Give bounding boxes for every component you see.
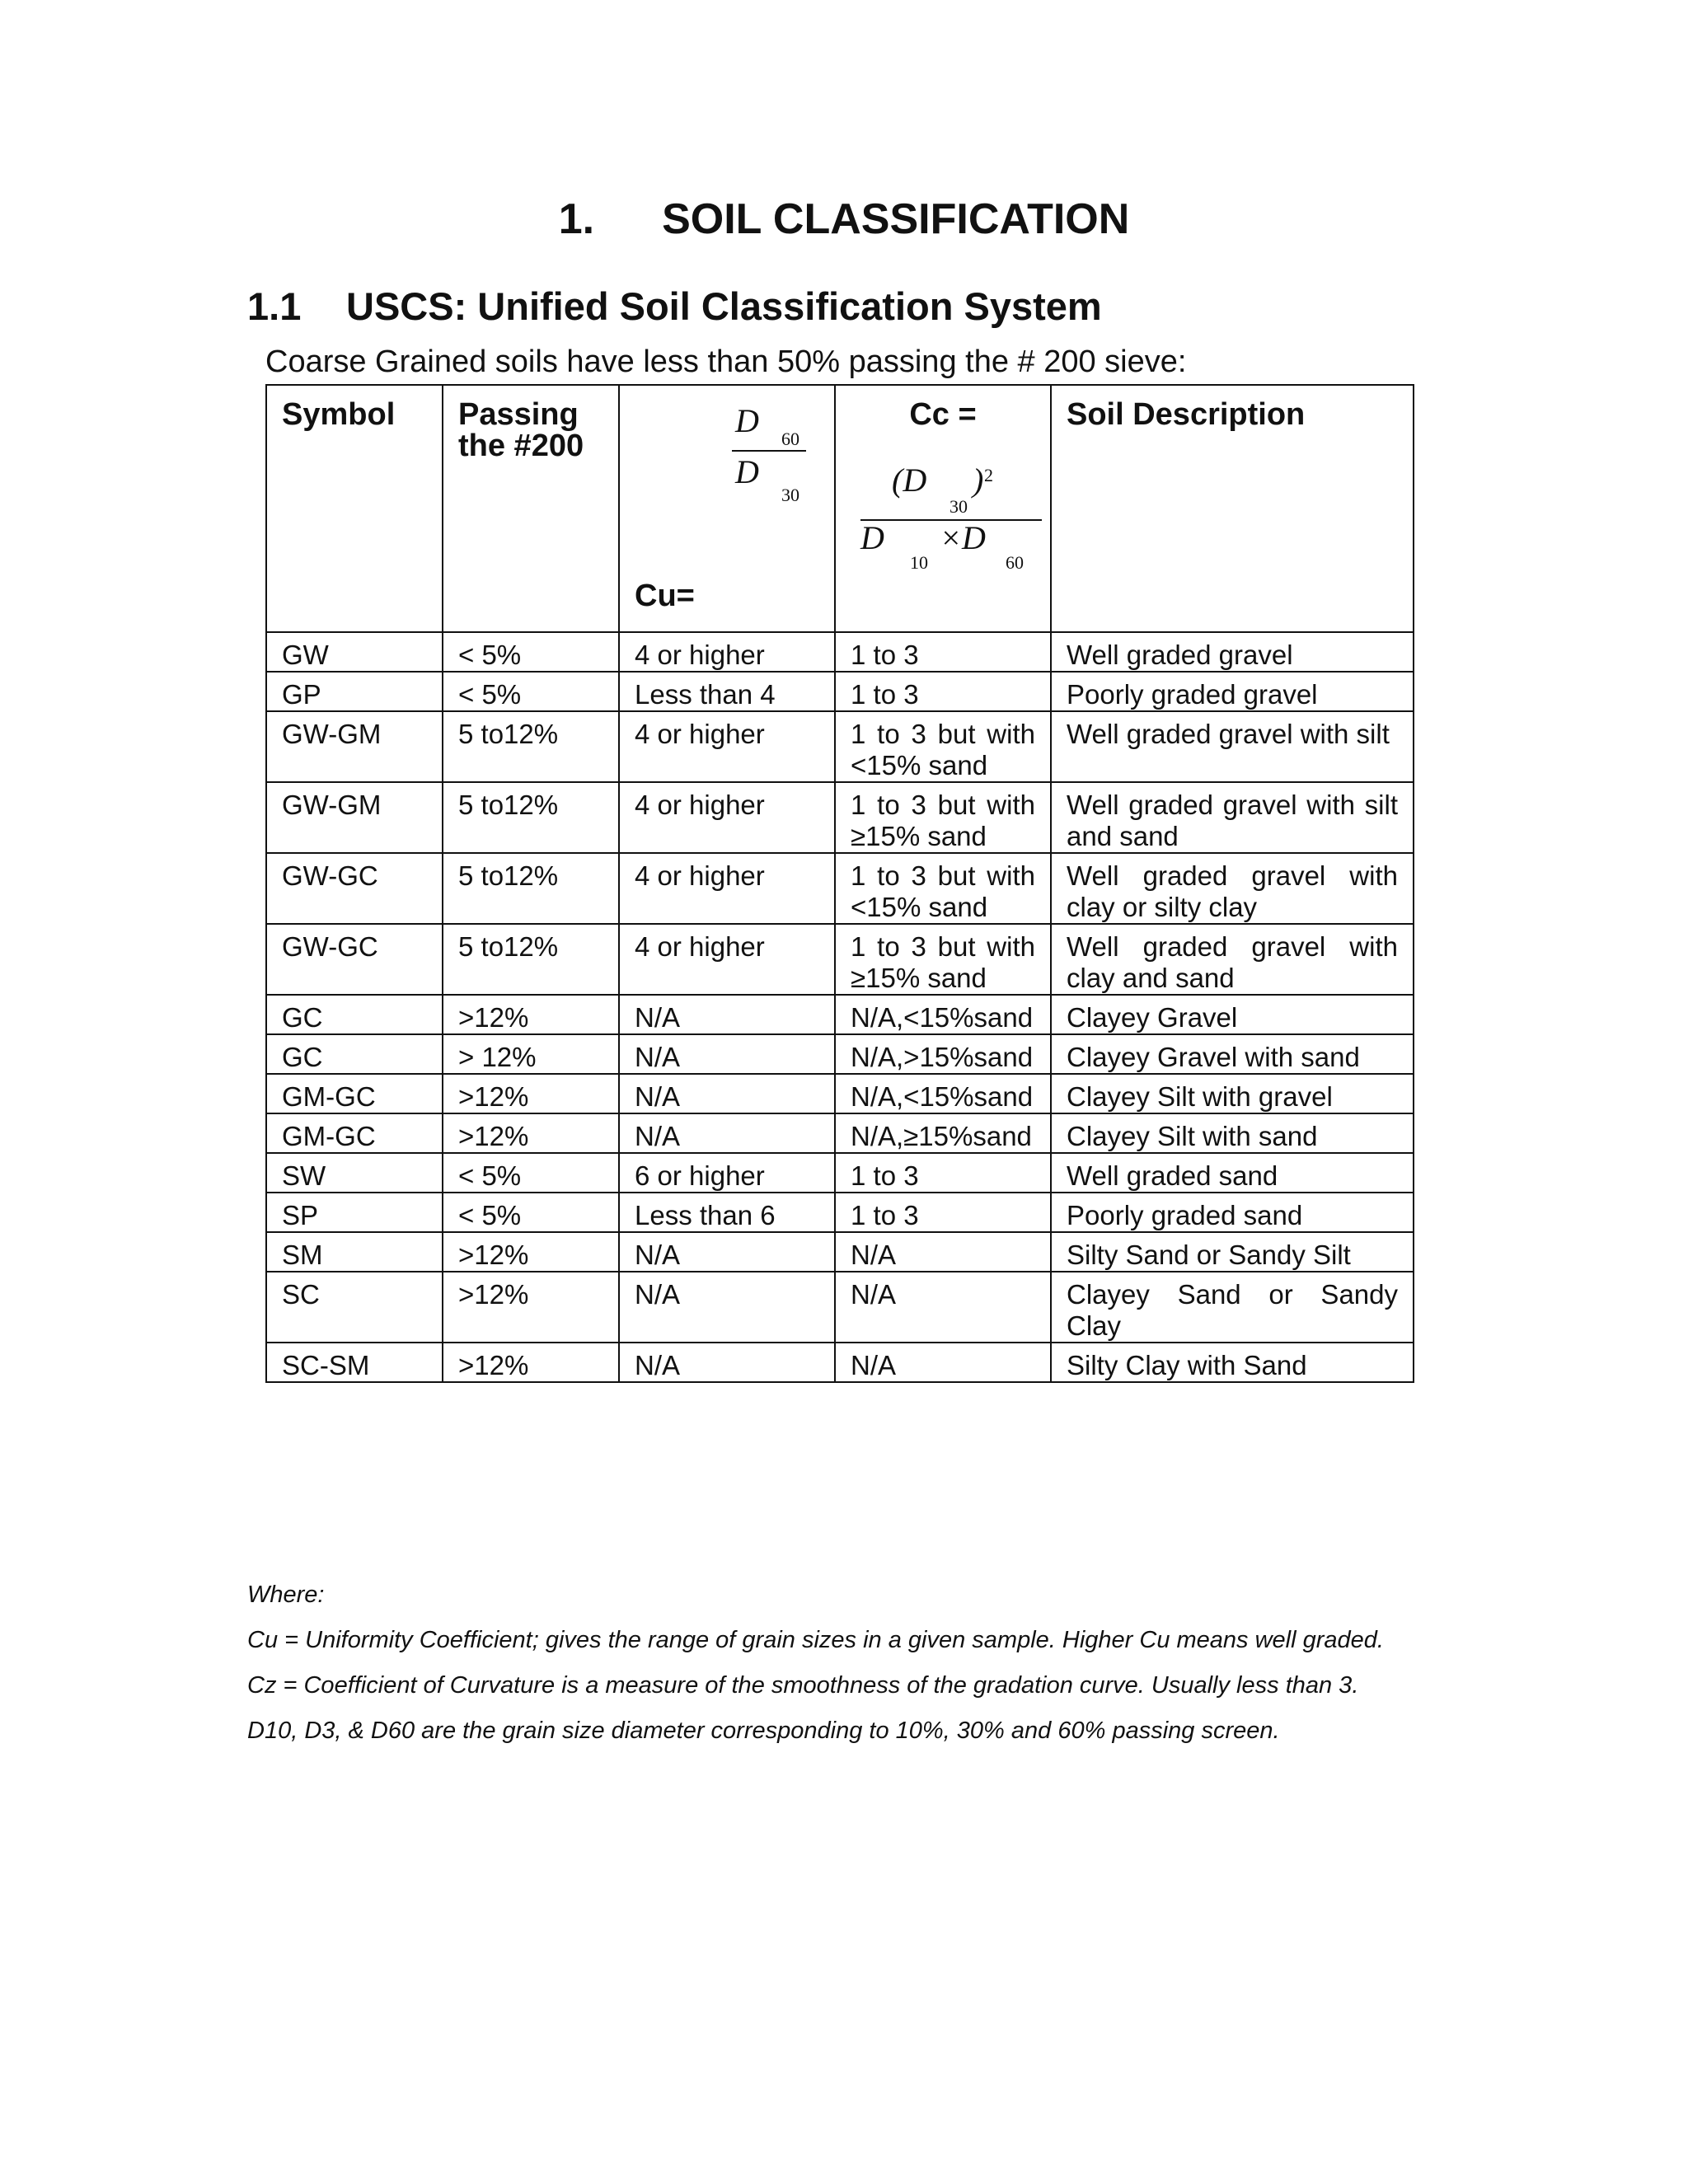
cell-passing: < 5% — [443, 672, 619, 711]
cell-cc: N/A — [835, 1343, 1051, 1382]
table-row — [266, 1272, 1414, 1343]
cell-symbol: SP — [266, 1193, 443, 1232]
cc-den-times: ×D — [940, 519, 986, 556]
cell-symbol: GW-GC — [266, 853, 443, 924]
cell-description: Clayey Gravel — [1051, 995, 1414, 1034]
table-row — [266, 853, 1414, 924]
cell-cc: 1 to 3 but with ≥15% sand — [835, 782, 1051, 853]
cell-description: Clayey Silt with gravel — [1051, 1074, 1414, 1113]
cell-cc: 1 to 3 but with ≥15% sand — [835, 924, 1051, 995]
cell-description: Poorly graded sand — [1051, 1193, 1414, 1232]
cell-symbol: SM — [266, 1232, 443, 1272]
table-row — [266, 995, 1414, 1034]
cell-description: Well graded gravel with clay or silty clay — [1051, 853, 1414, 924]
cell-passing: < 5% — [443, 632, 619, 672]
cell-cc: 1 to 3 — [835, 1193, 1051, 1232]
cc-formula — [860, 462, 1042, 588]
cell-cc: N/A,<15%sand — [835, 995, 1051, 1034]
cell-description: Well graded gravel — [1051, 632, 1414, 672]
cu-den-sub: 30 — [781, 485, 799, 505]
cell-symbol: SC — [266, 1272, 443, 1343]
note-line: D10, D3, & D60 are the grain size diameter corresponding to 10%, 30% and 60% passing screen. — [247, 1718, 1280, 1744]
cell-passing: >12% — [443, 995, 619, 1034]
cell-cu: N/A — [619, 1343, 835, 1382]
header-description: Soil Description — [1051, 385, 1414, 632]
header-passing: Passing the #200 — [443, 385, 619, 632]
cu-den-var: D — [735, 453, 759, 490]
cell-cc: 1 to 3 but with <15% sand — [835, 711, 1051, 782]
cc-num-close: ) — [973, 462, 984, 499]
table-body — [266, 632, 1414, 1382]
notes — [247, 1572, 1451, 1754]
page-title — [0, 194, 1688, 244]
title-number: 1. — [558, 195, 595, 243]
cc-num-sub: 30 — [950, 496, 968, 517]
cell-description: Silty Sand or Sandy Silt — [1051, 1232, 1414, 1272]
table-row — [266, 1034, 1414, 1074]
cell-description: Poorly graded gravel — [1051, 672, 1414, 711]
cell-passing: 5 to12% — [443, 782, 619, 853]
cell-description: Well graded sand — [1051, 1153, 1414, 1193]
cell-description: Well graded gravel with silt and sand — [1051, 782, 1414, 853]
cell-symbol: GP — [266, 672, 443, 711]
cell-description: Clayey Gravel with sand — [1051, 1034, 1414, 1074]
cell-description: Clayey Sand or Sandy Clay — [1051, 1272, 1414, 1343]
cell-passing: >12% — [443, 1113, 619, 1153]
cell-cu: N/A — [619, 1272, 835, 1343]
cell-cu: N/A — [619, 995, 835, 1034]
note-line: Cz = Coefficient of Curvature is a measure of the smoothness of the gradation curve. Usually less than 3. — [247, 1672, 1359, 1699]
section-title: USCS: Unified Soil Classification System — [346, 284, 1102, 328]
table-row — [266, 1193, 1414, 1232]
cu-formula — [732, 402, 806, 513]
section-number: 1.1 — [247, 284, 302, 328]
cell-symbol: GC — [266, 995, 443, 1034]
cell-symbol: GW-GM — [266, 782, 443, 853]
intro-text: Coarse Grained soils have less than 50% passing the # 200 sieve: — [265, 344, 1187, 379]
cell-passing: 5 to12% — [443, 924, 619, 995]
table-row — [266, 1153, 1414, 1193]
cell-cu: N/A — [619, 1034, 835, 1074]
cell-symbol: SC-SM — [266, 1343, 443, 1382]
cu-label: Cu= — [635, 579, 695, 613]
cell-cu: 4 or higher — [619, 711, 835, 782]
cell-cc: 1 to 3 — [835, 672, 1051, 711]
header-cc — [835, 385, 1051, 632]
cell-cc: N/A,<15%sand — [835, 1074, 1051, 1113]
table-row — [266, 672, 1414, 711]
table-row — [266, 632, 1414, 672]
cell-cc: N/A — [835, 1272, 1051, 1343]
cell-passing: >12% — [443, 1074, 619, 1113]
soil-classification-table — [265, 384, 1414, 1383]
cell-cu: N/A — [619, 1232, 835, 1272]
cell-symbol: SW — [266, 1153, 443, 1193]
title-text: SOIL CLASSIFICATION — [662, 195, 1130, 243]
cell-description: Well graded gravel with silt — [1051, 711, 1414, 782]
cell-passing: > 12% — [443, 1034, 619, 1074]
cc-num-open: (D — [892, 462, 927, 499]
cell-cu: N/A — [619, 1074, 835, 1113]
header-cu — [619, 385, 835, 632]
cell-cu: 4 or higher — [619, 853, 835, 924]
cu-fraction-bar — [732, 450, 806, 452]
cc-num-exp: 2 — [984, 465, 993, 485]
note-line: Cu = Uniformity Coefficient; gives the range of grain sizes in a given sample. Higher Cu means well graded. — [247, 1627, 1384, 1653]
table-row — [266, 1113, 1414, 1153]
cell-symbol: GW-GC — [266, 924, 443, 995]
cell-description: Clayey Silt with sand — [1051, 1113, 1414, 1153]
section-heading — [247, 284, 1102, 329]
table-row — [266, 924, 1414, 995]
cell-symbol: GW — [266, 632, 443, 672]
cell-cu: 6 or higher — [619, 1153, 835, 1193]
cell-passing: >12% — [443, 1343, 619, 1382]
cell-description: Silty Clay with Sand — [1051, 1343, 1414, 1382]
table-row — [266, 1232, 1414, 1272]
cell-cu: Less than 6 — [619, 1193, 835, 1232]
cell-passing: >12% — [443, 1272, 619, 1343]
cell-cc: 1 to 3 — [835, 1153, 1051, 1193]
cell-description: Well graded gravel with clay and sand — [1051, 924, 1414, 995]
cell-cu: 4 or higher — [619, 782, 835, 853]
cc-den-sub2: 60 — [1006, 552, 1024, 573]
cell-passing: 5 to12% — [443, 711, 619, 782]
cell-passing: < 5% — [443, 1193, 619, 1232]
cell-cu: 4 or higher — [619, 924, 835, 995]
table-row — [266, 1074, 1414, 1113]
cell-cc: N/A,≥15%sand — [835, 1113, 1051, 1153]
cell-cu: N/A — [619, 1113, 835, 1153]
cell-cc: N/A — [835, 1232, 1051, 1272]
cell-cc: 1 to 3 but with <15% sand — [835, 853, 1051, 924]
cc-label: Cc = — [909, 397, 977, 432]
header-symbol: Symbol — [266, 385, 443, 632]
notes-label: Where: — [247, 1582, 325, 1608]
table-row — [266, 782, 1414, 853]
cell-symbol: GW-GM — [266, 711, 443, 782]
cu-num-var: D — [735, 402, 759, 439]
cell-symbol: GM-GC — [266, 1074, 443, 1113]
table-header-row — [266, 385, 1414, 632]
cu-num-sub: 60 — [781, 429, 799, 449]
cell-symbol: GM-GC — [266, 1113, 443, 1153]
cell-cc: N/A,>15%sand — [835, 1034, 1051, 1074]
cell-cc: 1 to 3 — [835, 632, 1051, 672]
cell-passing: 5 to12% — [443, 853, 619, 924]
cell-symbol: GC — [266, 1034, 443, 1074]
cc-den-sub1: 10 — [910, 552, 928, 573]
table-row — [266, 1343, 1414, 1382]
cc-den-var1: D — [860, 519, 884, 556]
cell-passing: < 5% — [443, 1153, 619, 1193]
cell-cu: Less than 4 — [619, 672, 835, 711]
cell-cu: 4 or higher — [619, 632, 835, 672]
cell-passing: >12% — [443, 1232, 619, 1272]
table-row — [266, 711, 1414, 782]
